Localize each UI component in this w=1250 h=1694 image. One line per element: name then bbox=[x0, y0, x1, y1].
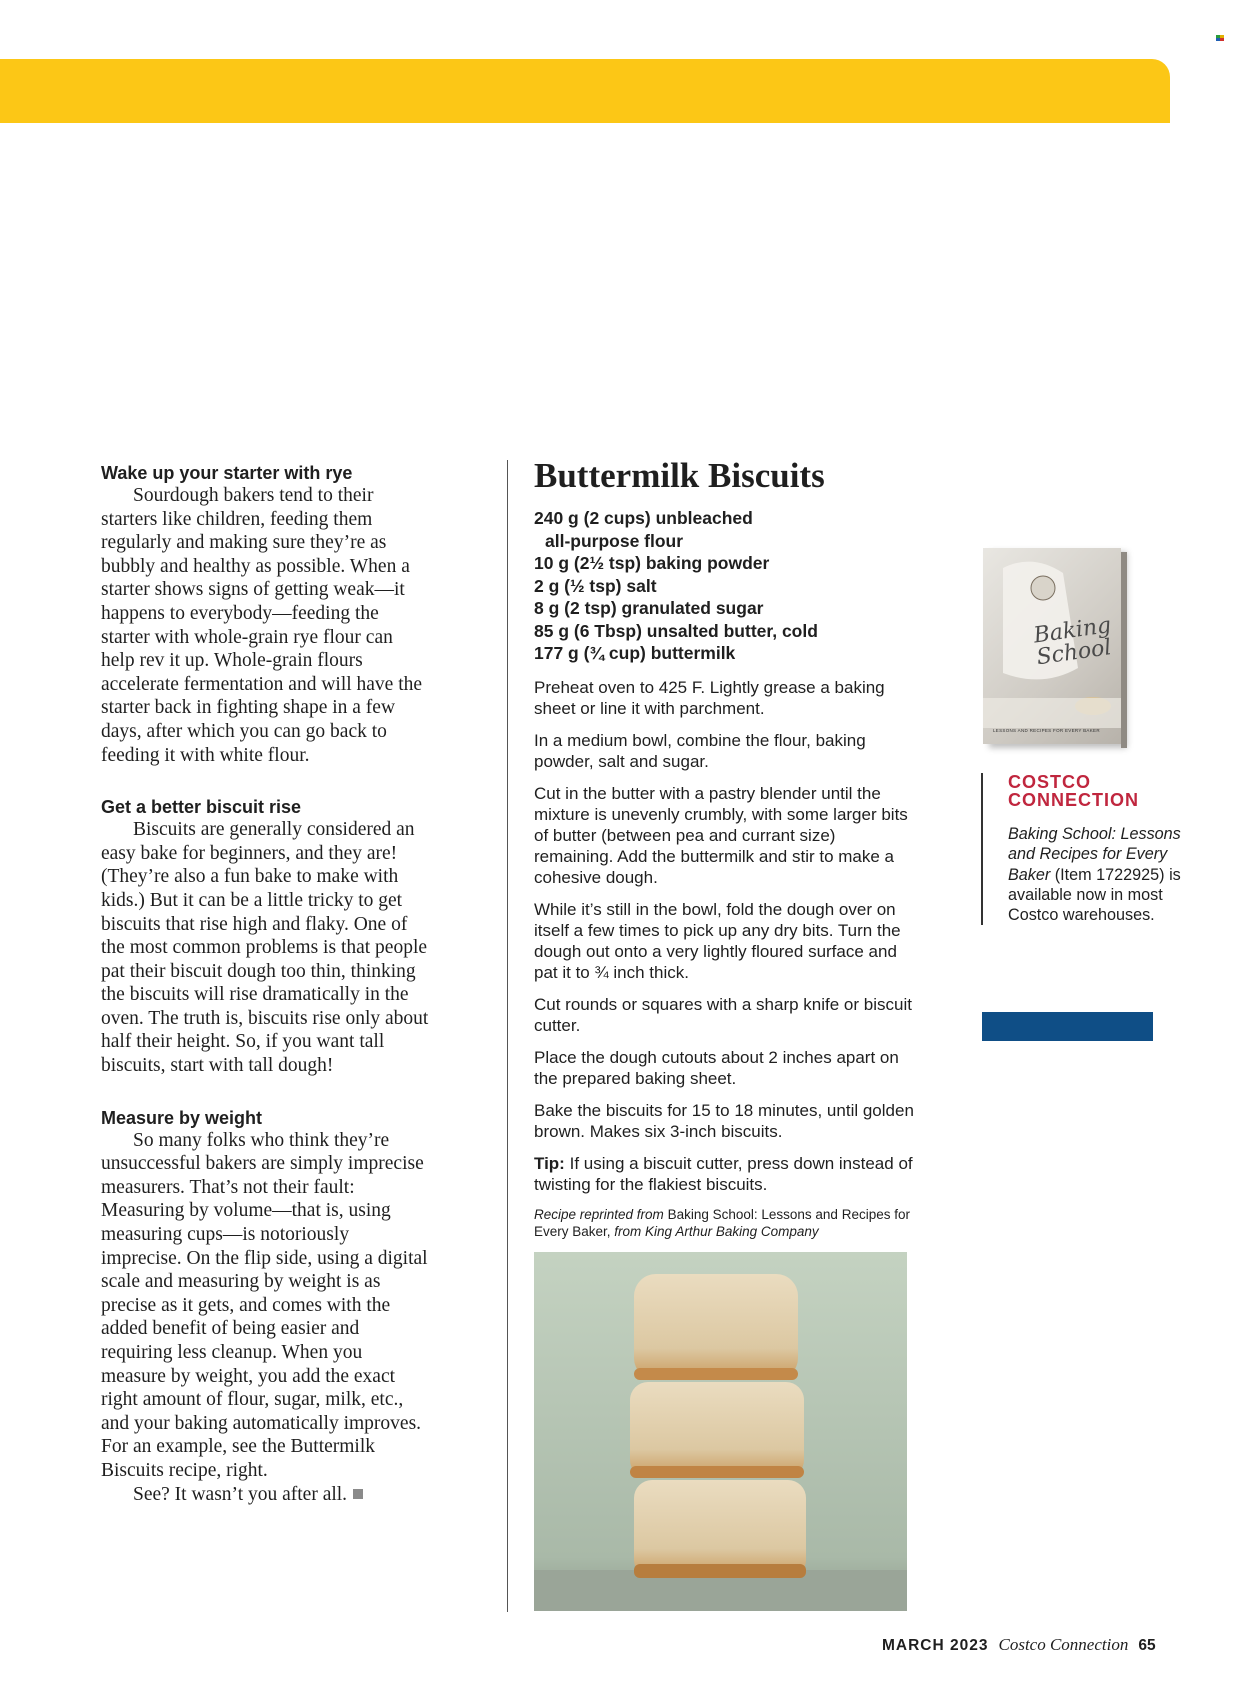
sidebar-body bbox=[1008, 824, 1198, 925]
header-color-band bbox=[0, 59, 1170, 123]
tip-text: If using a biscuit cutter, press down instead of twisting for the flakiest biscuits. bbox=[534, 1153, 913, 1194]
recipe-column bbox=[534, 455, 914, 1241]
page-number: 65 bbox=[1138, 1637, 1156, 1654]
recipe-step: Cut rounds or squares with a sharp knife or biscuit cutter. bbox=[534, 994, 912, 1035]
recipe-step: Cut in the butter with a pastry blender until the mixture is unevenly crumbly, with some larger bits of butter (between pea and currant size) remaining. Add the buttermilk and stir to make a cohesive dough. bbox=[534, 783, 908, 887]
biscuit-stack-photo bbox=[534, 1252, 907, 1611]
ingredient-list bbox=[534, 507, 914, 665]
recipe-step: Bake the biscuits for 15 to 18 minutes, until golden brown. Makes six 3-inch biscuits. bbox=[534, 1100, 914, 1141]
sidebar-heading-line1: COSTCO bbox=[1008, 772, 1092, 792]
section-heading-measure: Measure by weight bbox=[101, 1107, 263, 1128]
book-title: Baking School bbox=[1032, 612, 1113, 671]
recipe-tip bbox=[534, 1153, 914, 1195]
end-of-article-mark bbox=[353, 1489, 363, 1499]
sidebar-heading-line2: CONNECTION bbox=[1008, 790, 1139, 810]
footer-publication: Costco Connection bbox=[998, 1635, 1129, 1654]
book-cover bbox=[983, 548, 1121, 744]
column-divider bbox=[507, 460, 508, 1612]
credit-book: Baking School: Lessons and Recipes for Every Baker, bbox=[534, 1206, 910, 1239]
ingredient-item: 177 g (¾ cup) buttermilk bbox=[534, 643, 736, 663]
section-closing-line bbox=[101, 1483, 431, 1507]
ingredient-item: all-purpose flour bbox=[545, 530, 684, 551]
ingredient-item: 2 g (½ tsp) salt bbox=[534, 575, 657, 596]
ingredient-item: 8 g (2 tsp) granulated sugar bbox=[534, 598, 764, 618]
book-subtitle: LESSONS AND RECIPES FOR EVERY BAKER bbox=[993, 728, 1100, 733]
credit-source: from King Arthur Baking Company bbox=[614, 1224, 819, 1239]
tip-label: Tip: bbox=[534, 1153, 565, 1173]
section-body-biscuit-rise: Biscuits are generally considered an easy bake for beginners, and they are! (They’re also a fun bake to make with kids.) But it can be a little tricky to get biscuits that rise high and flaky. One of the most common problems is that people pat their biscuit dough too thin, thinking the biscuits will rise dramatically in the oven. The truth is, biscuits rise only about half their height. So, if you want tall biscuits, start with tall dough! bbox=[101, 819, 429, 1077]
registration-mark bbox=[1216, 35, 1224, 41]
section-body-measure: So many folks who think they’re unsuccessful bakers are simply imprecise measurers. That’s not their fault: Measuring by volume—that is, using measuring cups—is notoriously imprecise. On the flip side, using a digital scale and measuring by weight is as precise as it gets, and comes with the added benefit of being easier and requiring less cleanup. When you measure by weight, you add the exact right amount of flour, sugar, milk, etc., and your baking automatically improves. For an example, see the Buttermilk Biscuits recipe, right. bbox=[101, 1129, 428, 1481]
page-footer bbox=[882, 1635, 1156, 1655]
recipe-credit bbox=[534, 1206, 914, 1241]
ingredient-item: 85 g (6 Tbsp) unsalted butter, cold bbox=[534, 620, 818, 641]
section-heading-rye: Wake up your starter with rye bbox=[101, 463, 353, 483]
costco-connection-sidebar bbox=[981, 773, 1198, 925]
ingredient-item: 240 g (2 cups) unbleached bbox=[534, 508, 753, 528]
sidebar-blue-bar bbox=[982, 1012, 1153, 1041]
article-left-column bbox=[101, 462, 431, 1506]
section-body-rye: Sourdough bakers tend to their starters like children, feeding them regularly and making sure they’re as bubbly and healthy as possible. When a starter shows signs of getting weak—it happens to everybody—feeding the starter with whole-grain rye flour can help rev it up. Whole-grain flours accelerate fermentation and will have the starter back in fighting shape in a few days, after which you can go back to feeding it with white flour. bbox=[101, 485, 423, 766]
sidebar-heading bbox=[1008, 773, 1198, 809]
book-cover-image bbox=[983, 548, 1133, 753]
recipe-step: While it’s still in the bowl, fold the dough over on itself a few times to pick up any dry bits. Turn the dough out onto a very lightly floured surface and pat it to ¾ inch thick. bbox=[534, 899, 901, 982]
book-spine bbox=[1121, 552, 1127, 748]
ingredient-item: 10 g (2½ tsp) baking powder bbox=[534, 553, 770, 573]
credit-prefix: Recipe reprinted from bbox=[534, 1206, 664, 1222]
footer-date: MARCH 2023 bbox=[882, 1637, 989, 1654]
recipe-title: Buttermilk Biscuits bbox=[534, 456, 825, 495]
biscuit-stack-illustration bbox=[534, 1252, 907, 1611]
recipe-step: Preheat oven to 425 F. Lightly grease a baking sheet or line it with parchment. bbox=[534, 677, 885, 718]
closing-text: See? It wasn’t you after all. bbox=[133, 1483, 348, 1505]
sidebar-book-name: Baking School: Lessons and Recipes for Every Baker bbox=[1008, 825, 1181, 884]
recipe-step: Place the dough cutouts about 2 inches apart on the prepared baking sheet. bbox=[534, 1047, 899, 1088]
recipe-step: In a medium bowl, combine the flour, baking powder, salt and sugar. bbox=[534, 730, 866, 771]
section-heading-biscuit-rise: Get a better biscuit rise bbox=[101, 797, 302, 818]
sidebar-availability: (Item 1722925) is available now in most Costco warehouses. bbox=[1008, 865, 1181, 925]
